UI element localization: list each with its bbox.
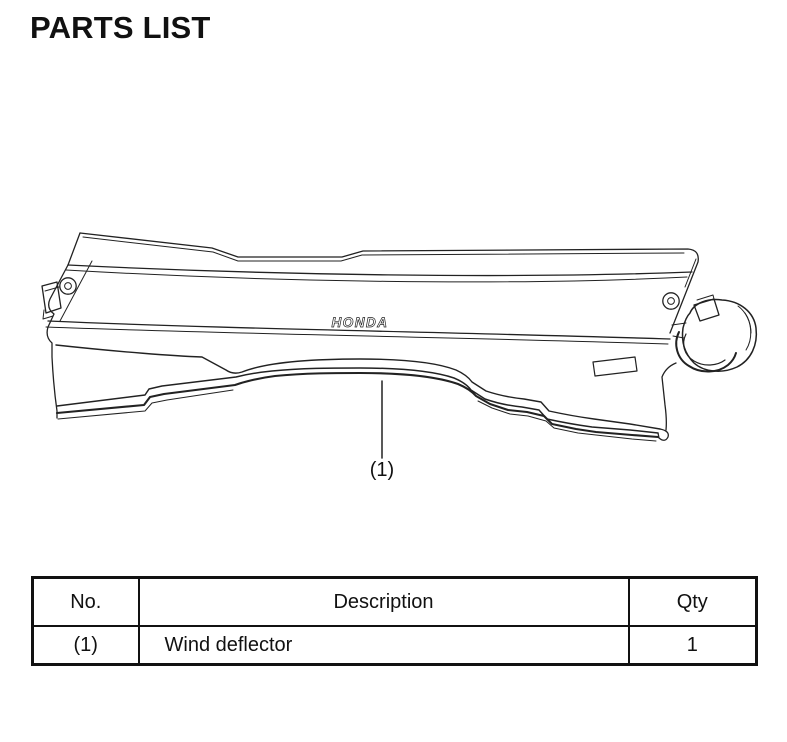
bottom-right-foot <box>658 429 668 440</box>
right-clip-nub <box>694 299 719 321</box>
face-top-crease <box>66 270 687 282</box>
left-grommet-inner <box>65 283 72 290</box>
label-recess-rect <box>593 357 637 376</box>
wind-deflector-drawing <box>30 215 760 480</box>
cell-part-no: (1) <box>33 626 139 665</box>
col-header-no: No. <box>33 578 139 627</box>
parts-table-row <box>33 626 757 665</box>
contour-lip-lower <box>57 373 658 437</box>
flange-bottom-line <box>68 265 692 276</box>
callout-label: (1) <box>369 459 395 480</box>
parts-table-header-row <box>33 578 757 627</box>
flange-left-edge <box>68 233 80 265</box>
right-grommet-inner <box>668 298 675 305</box>
left-clip-tab-inner <box>45 287 59 291</box>
parts-table <box>31 576 758 666</box>
right-clip-inner-arc-2 <box>738 306 751 333</box>
page-title: PARTS LIST <box>30 10 211 45</box>
honda-logo-text: HONDA <box>331 315 389 330</box>
right-grommet-outer <box>663 293 679 309</box>
left-grommet-outer <box>60 278 76 294</box>
cell-part-description: Wind deflector <box>139 626 629 665</box>
right-clip-hook-inner <box>684 334 725 365</box>
col-header-description: Description <box>139 578 629 627</box>
cell-part-qty: 1 <box>629 626 757 665</box>
contour-upper-crease <box>56 345 660 429</box>
flange-top-outline <box>80 233 698 333</box>
col-header-qty: Qty <box>629 578 757 627</box>
right-wall-lower-edge <box>662 363 676 430</box>
